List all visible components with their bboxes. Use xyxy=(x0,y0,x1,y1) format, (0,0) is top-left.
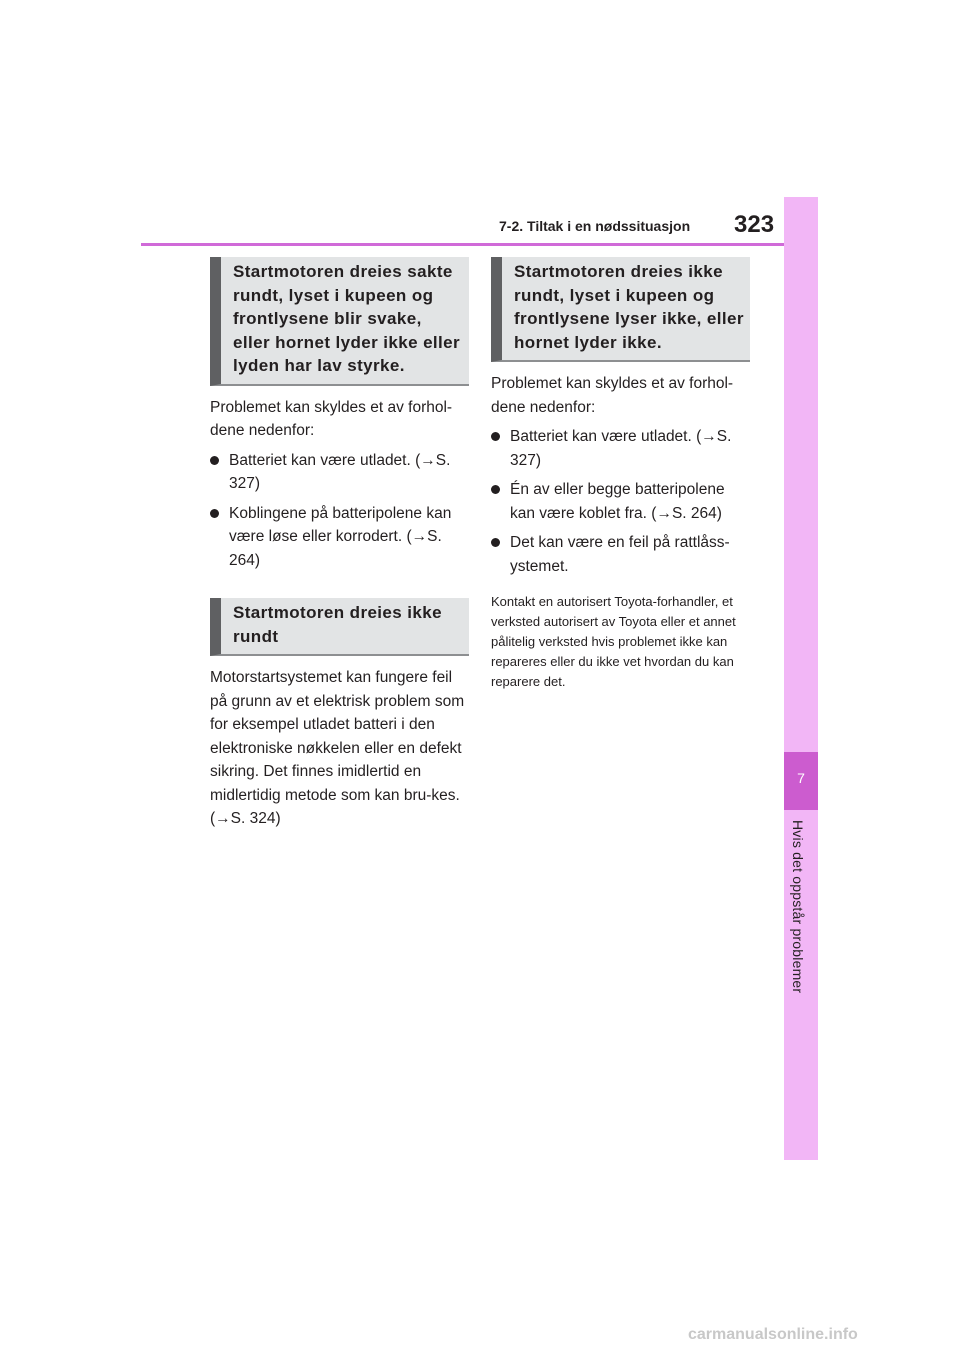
body-paragraph: Motorstartsystemet kan fungere feil på grunn av et elektrisk problem som for eksempel utladet batteri i den elektroniske nøkkelen eller en defekt sikring. Det finnes imidlertid en midlertidig metode som kan bru-kes. (→S. 324) xyxy=(210,669,465,827)
list-item-text: Én av eller begge batteripolene kan være koblet fra. (→S. 264) xyxy=(510,481,725,522)
watermark: carmanualsonline.info xyxy=(688,1326,858,1343)
list-item-text: Batteriet kan være utladet. (→S. 327) xyxy=(510,428,732,469)
section-heading: Startmotoren dreies sakte rundt, lyset i kupeen og frontlysene blir svake, eller hornet lyder ikke eller lyden har lav styrke. xyxy=(210,257,469,386)
chapter-side-tab xyxy=(784,197,818,1160)
intro-paragraph: Problemet kan skyldes et av forhol-dene nedenfor: xyxy=(210,398,453,439)
section-heading: Startmotoren dreies ikke rundt, lyset i kupeen og frontlysene lyser ikke, eller hornet lyder ikke. xyxy=(491,257,750,362)
list-item xyxy=(491,531,750,578)
list-item-text: Det kan være en feil på rattlåss-ystemet. xyxy=(510,534,730,575)
list-item-text: Koblingene på batteripolene kan være løse eller korrodert. (→S. 264) xyxy=(229,504,452,569)
list-item xyxy=(210,502,469,573)
left-column xyxy=(210,257,469,831)
bullet-icon xyxy=(491,432,500,441)
header-divider xyxy=(141,243,784,246)
bullet-icon xyxy=(210,456,219,465)
chapter-number: 7 xyxy=(797,770,805,786)
bullet-icon xyxy=(491,538,500,547)
list-item xyxy=(491,478,750,525)
section-title: 7-2. Tiltak i en nødssituasjon xyxy=(499,218,691,234)
list-item xyxy=(210,449,469,496)
intro-paragraph: Problemet kan skyldes et av forhol-dene nedenfor: xyxy=(491,375,734,416)
list-item-text: Batteriet kan være utladet. (→S. 327) xyxy=(229,451,451,492)
chapter-title: Hvis det oppstår problemer xyxy=(790,820,806,994)
list-item xyxy=(491,425,750,472)
section-heading: Startmotoren dreies ikke rundt xyxy=(210,598,469,656)
bullet-icon xyxy=(491,485,500,494)
page-number: 323 xyxy=(734,211,775,238)
cause-list xyxy=(491,425,750,578)
cause-list xyxy=(210,449,469,573)
right-column xyxy=(491,257,750,692)
bullet-icon xyxy=(210,509,219,518)
note-paragraph: Kontakt en autorisert Toyota-forhandler, et verksted autorisert av Toyota eller et annet pålitelig verksted hvis problemet ikke kan repareres eller du ikke vet hvordan du kan reparere det. xyxy=(491,594,736,689)
